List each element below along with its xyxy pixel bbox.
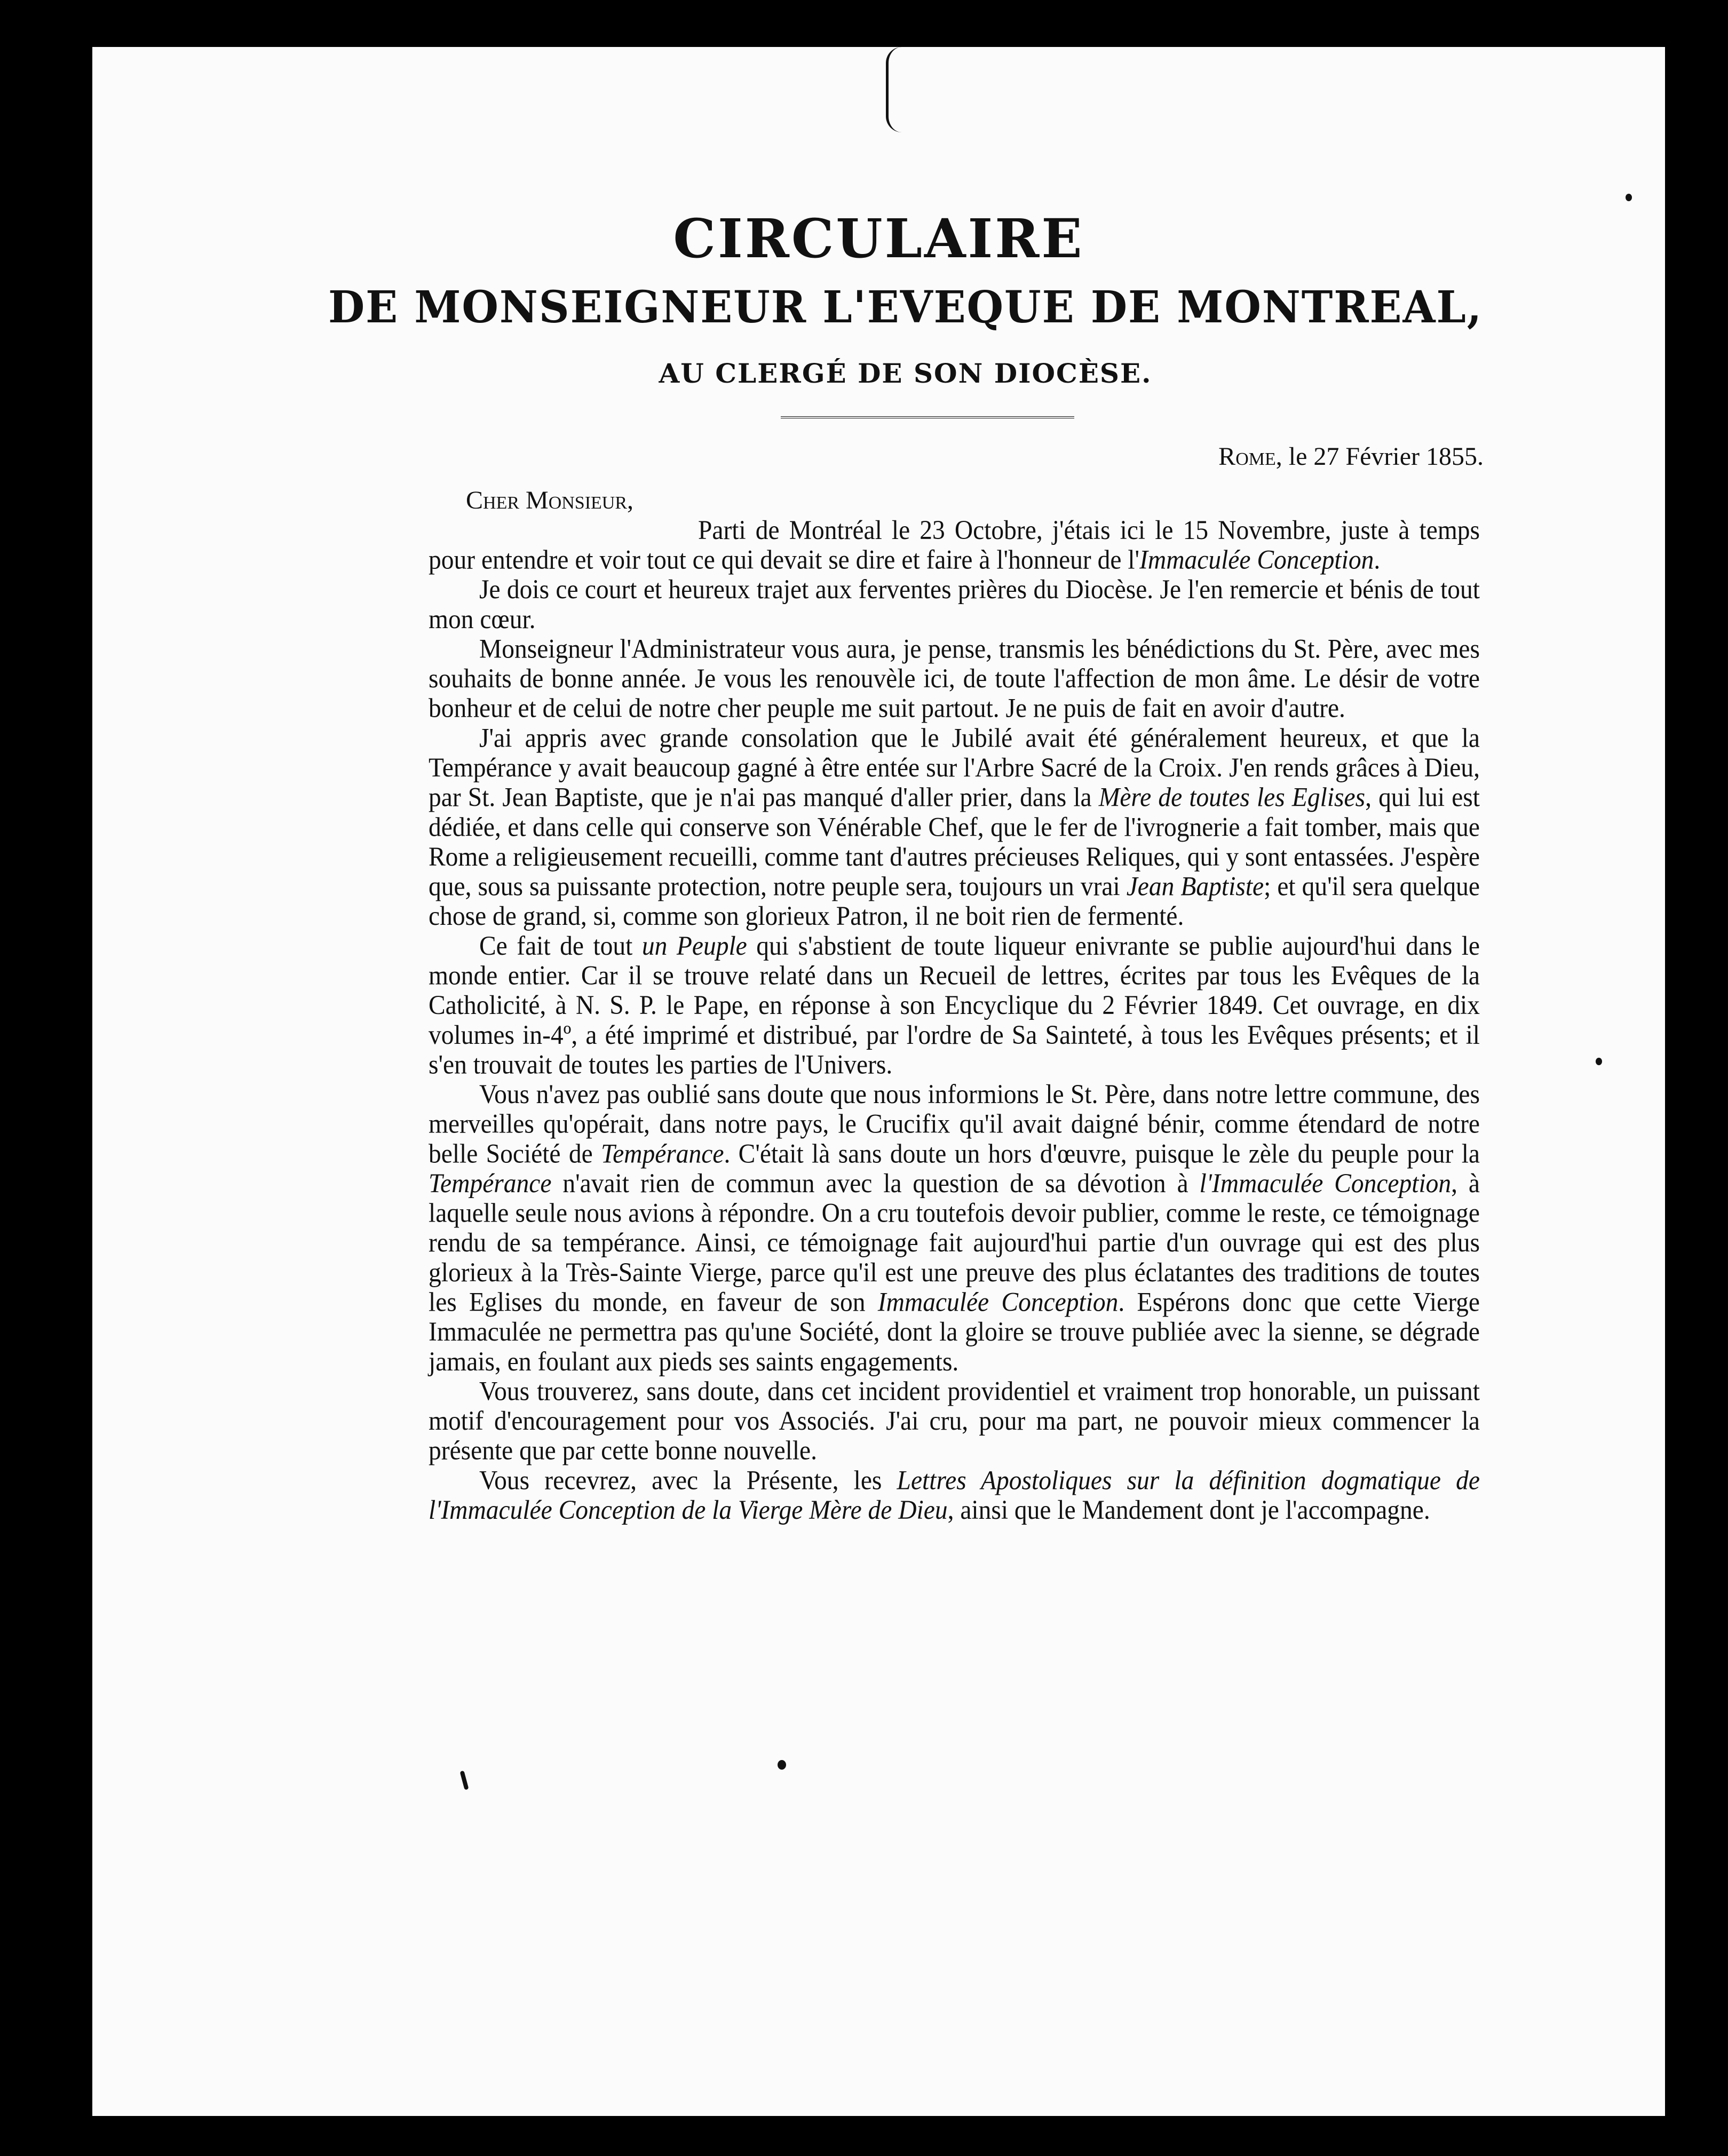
paragraph-text: n'avait rien de commun avec la question de sa dévotion à xyxy=(551,1169,1200,1199)
paragraph xyxy=(429,575,1480,634)
emphasis-text: Jean Baptiste xyxy=(1126,871,1264,902)
paragraph-text: Je dois ce court et heureux trajet aux ferventes prières du Diocèse. Je l'en remercie et bénis de tout mon cœur. xyxy=(429,575,1480,635)
paragraph-text: , qui lui est dédiée, et dans celle qui conserve son Vénérable Chef, que le fer de l'ivrognerie a fait tomber, mais que Rome a religieusement recueilli, comme tant d'autres précieuses Reliques, qui y sont entassées. J'espère que, sous sa puissante protection, notre peuple sera, toujours un vrai xyxy=(429,782,1480,902)
paragraph-text: . Espérons donc que cette Vierge Immaculée ne permettra pas qu'une Société, dont la gloire se trouve publiée avec la sienne, se dégrade jamais, en foulant aux pieds ses saints engagements. xyxy=(429,1287,1480,1377)
emphasis-text: Mère de toutes les Eglises xyxy=(1098,782,1366,813)
dateline-place: Rome xyxy=(1218,442,1276,471)
ink-speck xyxy=(778,1760,786,1770)
paragraph-text: ; et qu'il sera quelque chose de grand, si, comme son glorieux Patron, il ne boit rien de fermenté. xyxy=(429,871,1480,931)
paragraph-text: , ainsi que le Mandement dont je l'accompagne. xyxy=(947,1495,1430,1525)
letter-body xyxy=(429,516,1480,1525)
paragraph-text: Vous trouverez, sans doute, dans cet incident providentiel et vraiment trop honorable, un puissant motif d'encouragement pour vos Associés. J'ai cru, pour ma part, ne pouvoir mieux commencer la présente que par cette bonne nouvelle. xyxy=(429,1376,1480,1466)
emphasis-text: Tempérance xyxy=(429,1169,552,1199)
paragraph-text: . C'était là sans doute un hors d'œuvre, puisque le zèle du peuple pour la xyxy=(724,1139,1480,1169)
emphasis-text: Immaculée Conception xyxy=(1139,545,1374,575)
salutation: Cher Monsieur, xyxy=(466,486,634,514)
emphasis-text: un Peuple xyxy=(641,931,747,961)
paragraph-text: Ce fait de tout xyxy=(479,931,642,961)
paragraph-text: . xyxy=(1374,545,1381,575)
ink-speck xyxy=(1626,194,1632,201)
emphasis-text: Immaculée Conception xyxy=(877,1287,1119,1318)
ink-speck xyxy=(1596,1058,1602,1065)
emphasis-text: l'Immaculée Conception xyxy=(1199,1169,1452,1199)
paragraph xyxy=(429,1465,1480,1525)
emphasis-text: Lettres Apostoliques sur la définition dogmatique de l'Immaculée Conception de la Vierge Mère de Dieu xyxy=(429,1465,1480,1525)
paragraph-text: Vous recevrez, avec la Présente, les xyxy=(479,1465,897,1496)
paragraph-text: Parti de Montréal le 23 Octobre, j'étais ici le 15 Novembre, juste à temps pour entendre et voir tout ce qui devait se dire et faire à l'honneur de l' xyxy=(429,516,1480,575)
paragraph-text: J'ai appris avec grande consolation que le Jubilé avait été généralement heureux, et que la Tempérance y avait beaucoup gagné à être entée sur l'Arbre Sacré de la Croix. J'en rends grâces à Dieu, par St. Jean Baptiste, que je n'ai pas manqué d'aller prier, dans la xyxy=(429,723,1480,813)
paragraph xyxy=(429,931,1480,1080)
document-addressee: AU CLERGÉ DE SON DIOCÈSE. xyxy=(659,358,1152,389)
paragraph-text: Vous n'avez pas oublié sans doute que nous informions le St. Père, dans notre lettre commune, des merveilles qu'opérait, dans notre pays, le Crucifix qu'il avait daigné bénir, comme étendard de notre belle Société de xyxy=(429,1080,1480,1169)
paragraph xyxy=(429,723,1480,931)
dateline-date: , le 27 Février 1855. xyxy=(1275,442,1484,471)
paragraph xyxy=(429,1080,1480,1376)
paragraph-text: qui s'abstient de toute liqueur enivrante se publie aujourd'hui dans le monde entier. Car il se trouve relaté dans un Recueil de lettres, écrites par tous les Evêques de la Catholicité, à N. S. P. le Pape, en réponse à son Encyclique du 2 Février 1849. Cet ouvrage, en dix volumes in-4º, a été imprimé et distribué, par l'ordre de Sa Sainteté, à tous les Evêques présents; et il s'en trouvait de toutes les parties de l'Univers. xyxy=(429,931,1480,1080)
paragraph-text: , à laquelle seule nous avions à répondre. On a cru toutefois devoir publier, comme le reste, ce témoignage rendu de sa tempérance. Ainsi, ce témoignage fait aujourd'hui partie d'un ouvrage qui est des plus glorieux à la Très-Sainte Vierge, parce qu'il est une preuve des plus éclatantes des traditions de toutes les Eglises du monde, en faveur de son xyxy=(429,1169,1480,1318)
document-title: CIRCULAIRE xyxy=(673,207,1084,270)
document-subtitle: DE MONSEIGNEUR L'EVEQUE DE MONTREAL, xyxy=(328,282,1483,333)
emphasis-text: Tempérance xyxy=(601,1139,724,1169)
document-page xyxy=(92,47,1665,2116)
paragraph xyxy=(429,516,1480,575)
title-rule xyxy=(781,416,1074,423)
paragraph-text: Monseigneur l'Administrateur vous aura, je pense, transmis les bénédictions du St. Père, avec mes souhaits de bonne année. Je vous les renouvèle ici, de toute l'affection de mon âme. Le désir de votre bonheur et de celui de notre cher peuple me suit partout. Je ne puis de fait en avoir d'autre. xyxy=(429,634,1480,724)
margin-mark xyxy=(886,47,905,132)
paragraph xyxy=(429,635,1480,724)
paragraph xyxy=(429,1377,1480,1466)
ink-speck xyxy=(459,1771,469,1790)
dateline xyxy=(1218,442,1484,471)
